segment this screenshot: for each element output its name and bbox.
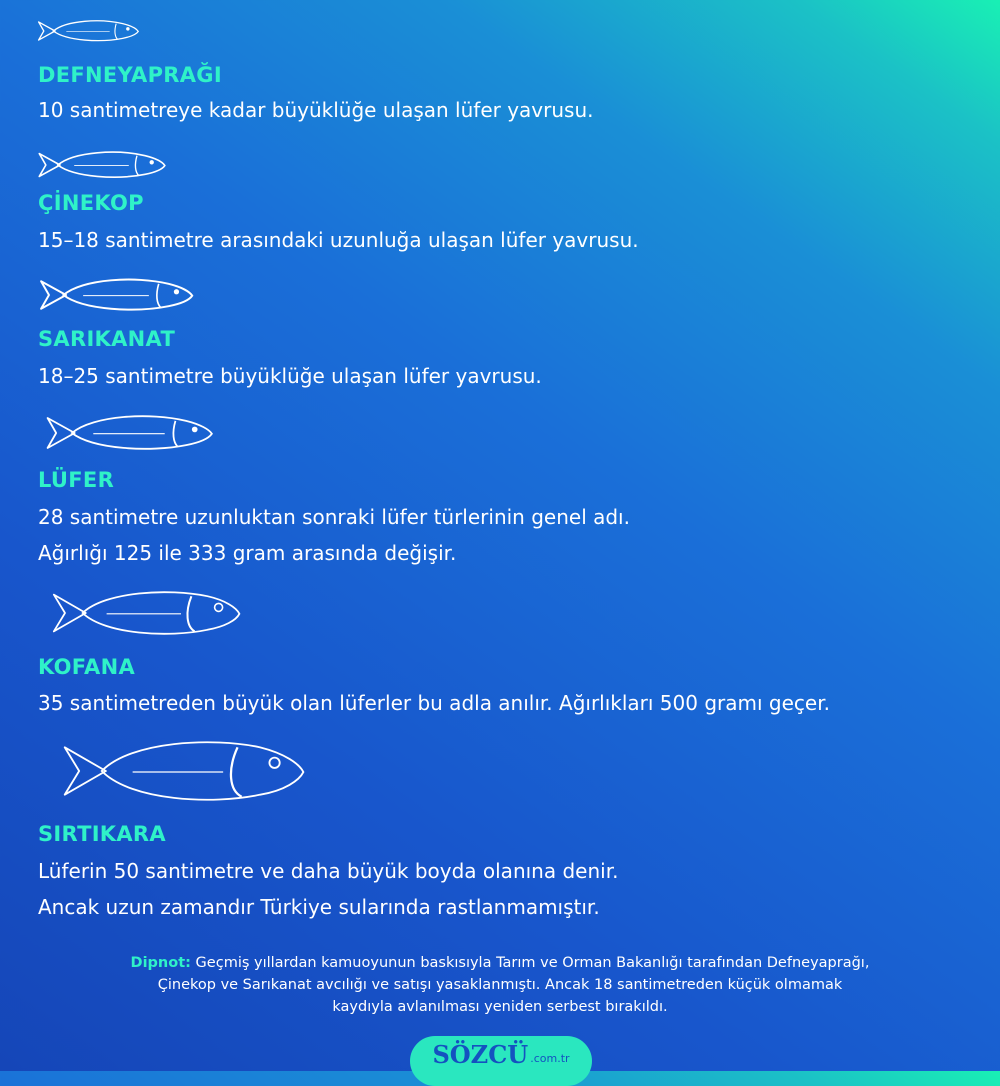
description-line: 10 santimetreye kadar büyüklüğe ulaşan lüfer yavrusu.	[38, 98, 594, 122]
description-line: 35 santimetreden büyük olan lüferler bu adla anılır. Ağırlıkları 500 gramı geçer.	[38, 691, 830, 715]
description-line: 28 santimetre uzunluktan sonraki lüfer türlerinin genel adı.	[38, 505, 630, 529]
title-lufer: LÜFER	[38, 468, 115, 492]
logo-brand: SÖZCÜ	[432, 1040, 529, 1069]
description-cinekop	[38, 222, 639, 258]
description-line: 15–18 santimetre arasındaki uzunluğa ulaşan lüfer yavrusu.	[38, 228, 639, 252]
footnote-text: Geçmiş yıllardan kamuoyunun baskısıyla Tarım ve Orman Bakanlığı tarafından Defneyaprağı,	[190, 955, 870, 971]
description-line: 18–25 santimetre büyüklüğe ulaşan lüfer yavrusu.	[38, 364, 542, 388]
footnote-line: Çinekop ve Sarıkanat avcılığı ve satışı yasaklanmıştı. Ancak 18 santimetreden küçük olmamak	[157, 977, 843, 993]
fish-icon-lufer	[36, 408, 222, 458]
title-defneyapragi: DEFNEYAPRAĞI	[38, 63, 222, 87]
fish-icon-defneyapragi	[36, 14, 140, 48]
footnote-label: Dipnot:	[130, 955, 191, 971]
description-sarikanat	[38, 358, 542, 394]
description-line: Ancak uzun zamandır Türkiye sularında rastlanmamıştır.	[38, 895, 600, 919]
sozcu-logo	[410, 1036, 592, 1086]
footnote	[20, 952, 980, 1018]
footnote-line: kaydıyla avlanılması yeniden serbest bırakıldı.	[332, 999, 668, 1015]
fish-icon-cinekop	[36, 145, 167, 185]
description-lufer	[38, 499, 630, 571]
title-kofana: KOFANA	[38, 655, 135, 679]
description-line: Lüferin 50 santimetre ve daha büyük boyda olanına denir.	[38, 859, 619, 883]
title-sarikanat: SARIKANAT	[38, 327, 176, 351]
fish-icon-kofana	[36, 585, 254, 641]
fish-icon-sirtikara	[36, 735, 328, 807]
description-sirtikara	[38, 853, 618, 925]
title-sirtikara: SIRTIKARA	[38, 822, 166, 846]
footnote-line	[20, 952, 980, 974]
fish-icon-sarikanat	[36, 272, 196, 318]
description-line: Ağırlığı 125 ile 333 gram arasında değişir.	[38, 541, 457, 565]
description-defneyapragi	[38, 92, 593, 128]
logo-tld: .com.tr	[530, 1052, 570, 1065]
title-cinekop: ÇİNEKOP	[38, 191, 144, 215]
description-kofana	[38, 685, 830, 721]
